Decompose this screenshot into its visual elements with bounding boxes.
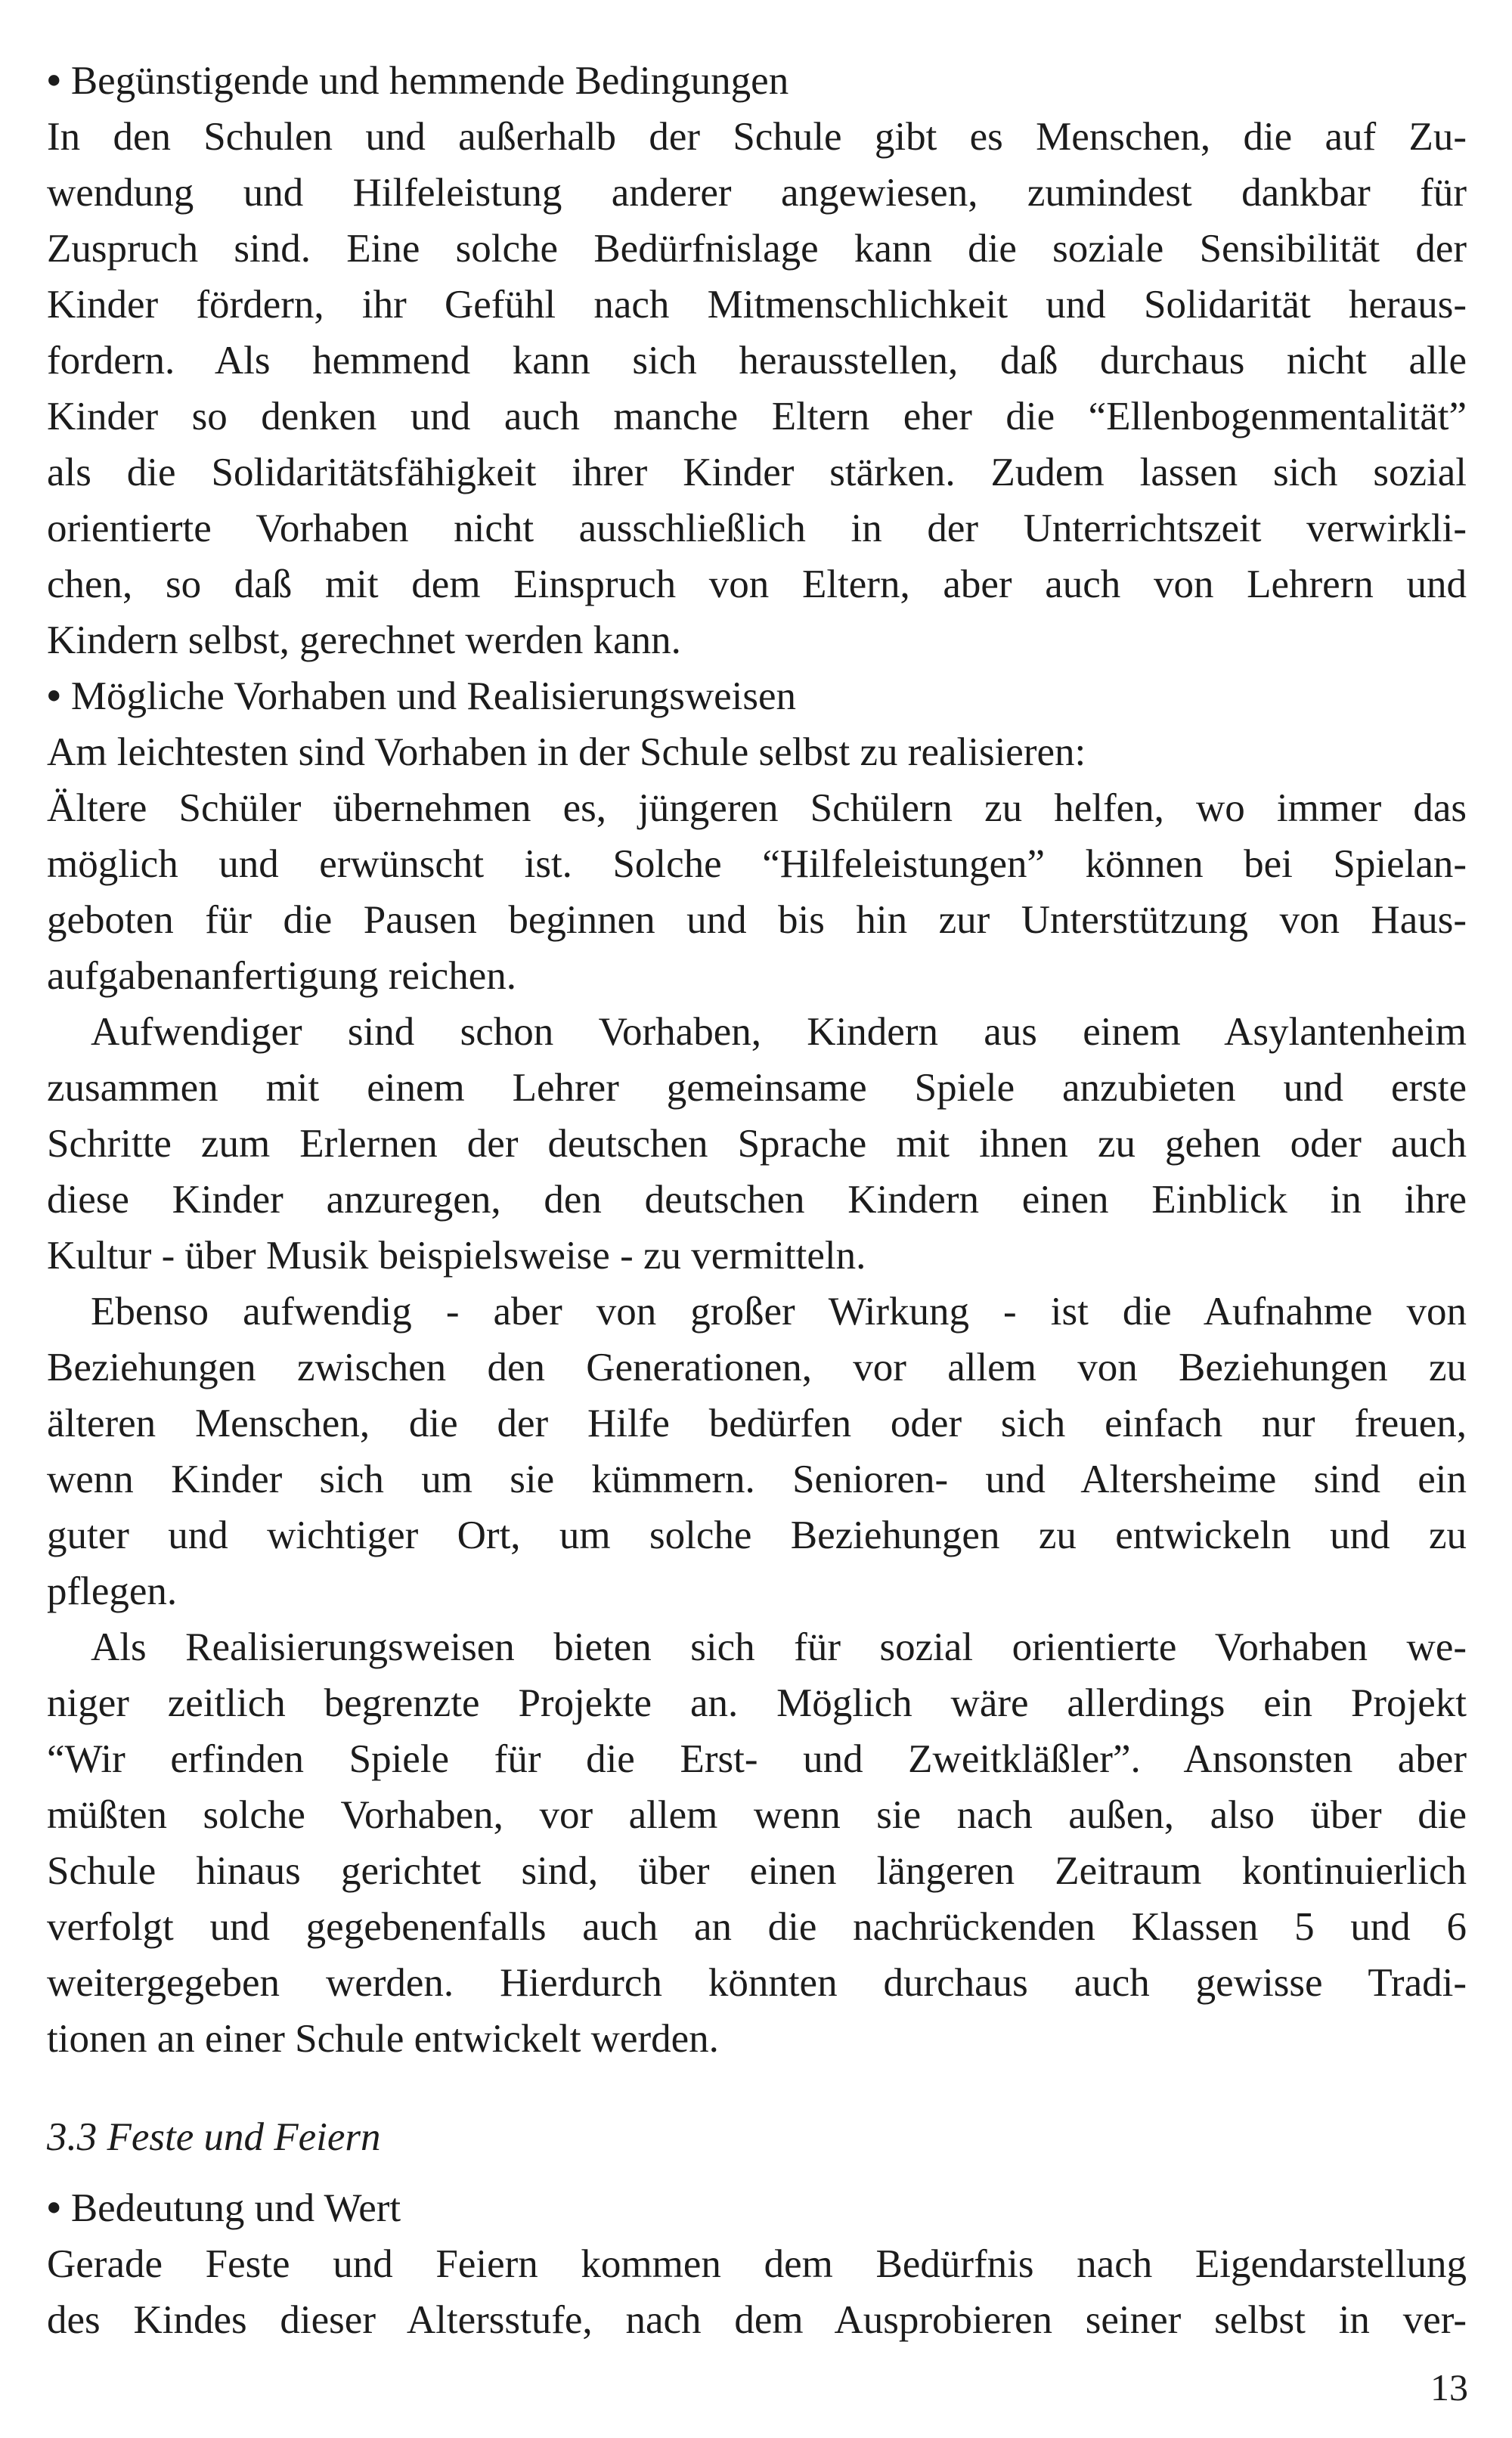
bullet-heading xyxy=(47,668,1467,724)
paragraph-line: aufgabenanfertigung reichen. xyxy=(47,954,516,998)
heading-text: Mögliche Vorhaben und Realisierungsweisen xyxy=(70,674,797,718)
paragraph-line: möglich und erwünscht ist. Solche “Hilfeleistungen” können bei Spielan- xyxy=(47,842,1467,886)
paragraph-line: Ebenso aufwendig - aber von großer Wirkung - ist die Aufnahme von xyxy=(91,1290,1467,1334)
paragraph-line: “Wir erfinden Spiele für die Erst- und Zweitkläßler”. Ansonsten aber xyxy=(47,1737,1467,1781)
paragraph-line: Kindern selbst, gerechnet werden kann. xyxy=(47,618,681,662)
paragraph-line: niger zeitlich begrenzte Projekte an. Möglich wäre allerdings ein Projekt xyxy=(47,1681,1467,1725)
paragraph-line: diese Kinder anzuregen, den deutschen Kindern einen Einblick in ihre xyxy=(47,1178,1467,1222)
paragraph-line: Gerade Feste und Feiern kommen dem Bedürfnis nach Eigendarstellung xyxy=(47,2242,1467,2286)
paragraph-line: Ältere Schüler übernehmen es, jüngeren Schülern zu helfen, wo immer das xyxy=(47,786,1467,830)
paragraph-line: Kinder so denken und auch manche Eltern eher die “Ellenbogenmentalität” xyxy=(47,395,1467,438)
paragraph-line: geboten für die Pausen beginnen und bis hin zur Unterstützung von Haus- xyxy=(47,898,1467,942)
paragraph-line: zusammen mit einem Lehrer gemeinsame Spiele anzubieten und erste xyxy=(47,1066,1467,1110)
paragraph-line: älteren Menschen, die der Hilfe bedürfen oder sich einfach nur freuen, xyxy=(47,1402,1467,1445)
bullet-icon: • xyxy=(47,674,61,718)
paragraph-line: Kultur - über Musik beispielsweise - zu vermitteln. xyxy=(47,1234,866,1278)
bullet-heading xyxy=(47,53,1467,109)
paragraph-line: des Kindes dieser Altersstufe, nach dem Ausprobieren seiner selbst in ver- xyxy=(47,2298,1467,2342)
paragraph-line: müßten solche Vorhaben, vor allem wenn sie nach außen, also über die xyxy=(47,1793,1467,1837)
heading-text: Begünstigende und hemmende Bedingungen xyxy=(70,59,789,103)
paragraph-line: orientierte Vorhaben nicht ausschließlich in der Unterrichtszeit verwirkli- xyxy=(47,506,1467,550)
paragraph-line: guter und wichtiger Ort, um solche Beziehungen zu entwickeln und zu xyxy=(47,1513,1467,1557)
bullet-heading xyxy=(47,2180,1467,2236)
paragraph-line: Aufwendiger sind schon Vorhaben, Kindern aus einem Asylantenheim xyxy=(91,1010,1467,1054)
heading-text: Bedeutung und Wert xyxy=(70,2186,401,2230)
page-number: 13 xyxy=(1430,2366,1468,2409)
paragraph-line: Zuspruch sind. Eine solche Bedürfnislage kann die soziale Sensibilität der xyxy=(47,227,1467,271)
paragraph-line: chen, so daß mit dem Einspruch von Eltern, aber auch von Lehrern und xyxy=(47,562,1467,606)
paragraph-line: als die Solidaritätsfähigkeit ihrer Kinder stärken. Zudem lassen sich sozial xyxy=(47,451,1467,494)
paragraph-line: Als Realisierungsweisen bieten sich für sozial orientierte Vorhaben we- xyxy=(91,1625,1467,1669)
paragraph-line: Schule hinaus gerichtet sind, über einen längeren Zeitraum kontinuierlich xyxy=(47,1849,1467,1893)
paragraph-line: In den Schulen und außerhalb der Schule gibt es Menschen, die auf Zu- xyxy=(47,115,1467,159)
section-title: 3.3 Feste und Feiern xyxy=(47,2115,381,2159)
paragraph-line: fordern. Als hemmend kann sich herausstellen, daß durchaus nicht alle xyxy=(47,339,1467,383)
bullet-icon: • xyxy=(47,2186,61,2230)
paragraph-line: wenn Kinder sich um sie kümmern. Senioren- und Altersheime sind ein xyxy=(47,1458,1467,1501)
paragraph-line: verfolgt und gegebenenfalls auch an die nachrückenden Klassen 5 und 6 xyxy=(47,1905,1467,1949)
paragraph-line: pflegen. xyxy=(47,1569,178,1613)
paragraph-line: tionen an einer Schule entwickelt werden. xyxy=(47,2017,719,2061)
paragraph-line: wendung und Hilfeleistung anderer angewiesen, zumindest dankbar für xyxy=(47,171,1467,215)
paragraph-line: Am leichtesten sind Vorhaben in der Schule selbst zu realisieren: xyxy=(47,730,1086,774)
paragraph-line: weitergegeben werden. Hierdurch könnten durchaus auch gewisse Tradi- xyxy=(47,1961,1467,2005)
paragraph-line: Schritte zum Erlernen der deutschen Sprache mit ihnen zu gehen oder auch xyxy=(47,1122,1467,1166)
paragraph-line: Beziehungen zwischen den Generationen, vor allem von Beziehungen zu xyxy=(47,1346,1467,1389)
bullet-icon: • xyxy=(47,59,61,103)
paragraph-line: Kinder fördern, ihr Gefühl nach Mitmenschlichkeit und Solidarität heraus- xyxy=(47,283,1467,327)
